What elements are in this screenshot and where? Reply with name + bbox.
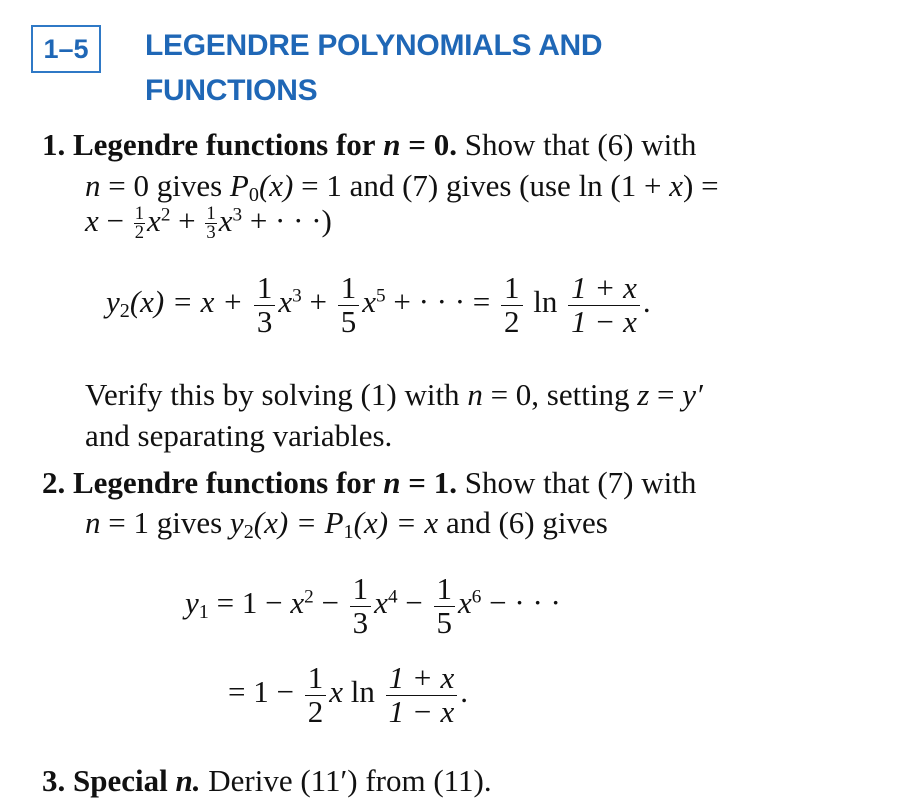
fraction-denominator: 3 <box>206 222 216 244</box>
fraction-denominator: 2 <box>307 693 324 729</box>
section-title-line2: FUNCTIONS <box>145 74 318 107</box>
math-exponent: 3 <box>292 285 302 307</box>
math-var: n <box>85 168 101 203</box>
text-run: and (6) gives <box>438 505 608 540</box>
math-var: P <box>229 168 249 203</box>
math-operator: + · · · = <box>385 284 499 320</box>
math-var: x <box>329 674 343 710</box>
fraction-one-fifth <box>338 272 360 338</box>
fraction-numerator: 1 <box>305 662 327 696</box>
fraction-one-third <box>350 573 372 639</box>
math-subscript: 1 <box>198 601 209 624</box>
math-var: x <box>458 585 472 621</box>
math-var: x <box>85 203 99 238</box>
math-expression: = 1 − <box>228 674 302 710</box>
fraction-one-third <box>254 272 276 338</box>
problem-3-heading: Special <box>73 763 168 798</box>
problem-3-number: 3. <box>42 763 66 798</box>
text-run: ) = <box>683 168 719 203</box>
problem-2-heading-var: n <box>383 465 401 500</box>
equation-y2 <box>106 272 651 338</box>
equation-y1-line2 <box>228 662 468 728</box>
math-subscript: 1 <box>343 521 354 544</box>
math-operator: + <box>301 284 335 320</box>
problem-1-number: 1. <box>42 127 66 162</box>
problem-2-line1 <box>42 465 696 501</box>
math-var: y <box>185 585 199 621</box>
problem-1-verify-line1 <box>85 377 703 413</box>
text-run: = 1 gives <box>100 505 230 540</box>
fraction-denominator: 2 <box>504 303 520 339</box>
fraction-one-fifth <box>434 573 456 639</box>
problem-2-heading-eq: = 1. <box>400 465 457 500</box>
math-exponent: 3 <box>232 204 243 226</box>
math-var: y <box>106 284 120 320</box>
math-exponent: 6 <box>471 586 482 608</box>
math-var: (x) <box>258 168 294 203</box>
fraction-numerator: 1 <box>350 573 372 607</box>
math-exponent: 5 <box>375 285 386 307</box>
math-operator: − <box>313 585 347 621</box>
fraction-denominator: 1 − x <box>571 303 637 339</box>
math-var: x <box>669 168 683 203</box>
math-var: x <box>218 203 233 238</box>
math-var: z <box>637 377 650 412</box>
math-var: n <box>467 377 483 412</box>
inline-fraction <box>134 202 145 244</box>
math-exponent: 2 <box>160 204 171 226</box>
problem-1-line2 <box>85 168 719 207</box>
problem-3-heading-var: n. <box>175 763 201 798</box>
math-var: y <box>229 505 244 540</box>
text-run: Verify this by solving (1) with <box>85 377 468 412</box>
fraction-denominator: 1 − x <box>388 693 455 729</box>
math-var: y′ <box>682 377 703 412</box>
math-operator: − · · · <box>481 585 561 621</box>
problem-1-line3 <box>85 203 332 243</box>
text-run: = 0 gives <box>100 168 230 203</box>
fraction-numerator: 1 <box>134 202 145 224</box>
fraction-numerator: 1 <box>434 573 456 607</box>
math-function: ln <box>525 284 566 320</box>
math-subscript: 0 <box>248 184 259 207</box>
text-run: − <box>98 203 132 238</box>
math-function: ln <box>342 674 383 710</box>
problem-2-line2 <box>85 505 608 544</box>
fraction-numerator: 1 + x <box>386 662 458 696</box>
math-var: x <box>362 284 376 320</box>
math-var: x <box>290 585 305 621</box>
problem-2-heading: Legendre functions for <box>73 465 376 500</box>
fraction-numerator: 1 <box>254 272 276 306</box>
math-var: n <box>85 505 101 540</box>
fraction-one-half <box>501 272 523 338</box>
math-expression: (x) = x <box>353 505 439 540</box>
text-run: + <box>170 203 204 238</box>
math-subscript: 2 <box>119 300 130 323</box>
problem-1-heading: Legendre functions for <box>73 127 376 162</box>
math-subscript: 2 <box>243 521 254 544</box>
fraction-denominator: 2 <box>134 222 145 244</box>
fraction-denominator: 3 <box>256 303 273 339</box>
fraction-numerator: 1 <box>338 272 360 306</box>
problem-3-rest: Derive (11′) from (11). <box>200 763 492 798</box>
math-var: x <box>278 284 293 320</box>
text-run: + · · ·) <box>242 203 332 238</box>
equation-y1-line1 <box>185 573 561 639</box>
problem-1-heading-eq: = 0. <box>400 127 457 162</box>
math-punctuation: . <box>642 284 651 320</box>
math-expression: (x) = x + <box>129 284 251 320</box>
section-title-line1: LEGENDRE POLYNOMIALS AND <box>145 29 603 62</box>
problem-1-verify-line2: and separating variables. <box>85 418 393 453</box>
fraction-numerator: 1 + x <box>568 272 640 306</box>
fraction-one-half <box>305 662 327 728</box>
math-expression: = 1 − <box>208 585 291 621</box>
math-expression: (x) = <box>253 505 325 540</box>
math-operator: − <box>397 585 431 621</box>
problem-1-line1 <box>42 127 696 163</box>
text-run: = <box>649 377 683 412</box>
problem-1-line1-rest: Show that (6) with <box>456 127 697 162</box>
fraction-denominator: 5 <box>340 303 357 339</box>
fraction-numerator: 1 <box>206 202 216 224</box>
fraction-denominator: 5 <box>436 604 453 640</box>
math-var: P <box>324 505 344 540</box>
section-number-badge: 1–5 <box>31 25 101 73</box>
problem-2-number: 2. <box>42 465 66 500</box>
math-var: x <box>147 203 161 238</box>
math-exponent: 2 <box>304 586 314 608</box>
fraction-numerator: 1 <box>501 272 523 306</box>
text-run: = 1 and (7) gives (use ln (1 + <box>293 168 670 203</box>
inline-fraction <box>205 202 216 244</box>
fraction-log-argument <box>568 272 640 338</box>
math-var: x <box>374 585 388 621</box>
text-run: = 0, setting <box>482 377 638 412</box>
math-exponent: 4 <box>387 586 398 608</box>
problem-1-heading-var: n <box>383 127 401 162</box>
fraction-log-argument <box>386 662 458 728</box>
math-punctuation: . <box>460 674 469 710</box>
fraction-denominator: 3 <box>352 604 369 640</box>
problem-3-line1 <box>42 763 492 799</box>
problem-2-line1-rest: Show that (7) with <box>456 465 697 500</box>
